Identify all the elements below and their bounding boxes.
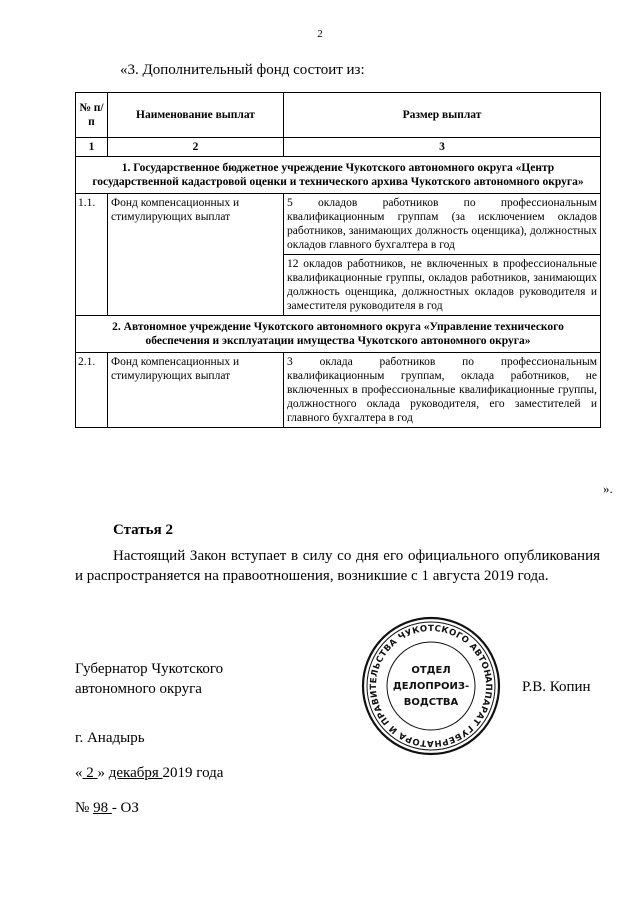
payment-name: Фонд компенсационных и стимулирующих выплат bbox=[108, 194, 284, 316]
governor-title-line: Губернатор Чукотского bbox=[75, 661, 224, 677]
table-row bbox=[76, 194, 601, 255]
office-stamp bbox=[360, 615, 502, 757]
section-title: 1. Государственное бюджетное учреждение Чукотского автономного округа «Центр государственной кадастровой оценки и технического архива Чукотского автономного округа» bbox=[76, 157, 601, 194]
law-number-value: 98 bbox=[93, 800, 112, 816]
article-text: Настоящий Закон вступает в силу со дня его официального опубликования и распространяется на правоотношения, возникшие с 1 августа 2019 года. bbox=[75, 548, 600, 584]
governor-title-line: автономного округа bbox=[75, 681, 202, 697]
header-number: № п/п bbox=[76, 93, 108, 138]
signing-date bbox=[75, 765, 223, 782]
date-month: декабря bbox=[108, 765, 163, 781]
header-payment-size: Размер выплат bbox=[284, 93, 601, 138]
header-payment-name: Наименование выплат bbox=[108, 93, 284, 138]
fund-table bbox=[75, 92, 601, 428]
column-number: 3 bbox=[284, 138, 601, 157]
payment-size: 3 оклада работников по профессиональным квалификационным группам, оклада работников, не включенных в профессиональные квалификационные группы, должностного оклада руководителя, его заместителей и главного бухгалтера в год bbox=[284, 353, 601, 428]
law-number-prefix: № bbox=[75, 800, 94, 816]
article-heading: Статья 2 bbox=[113, 522, 173, 538]
payment-size: 5 окладов работников по профессиональным квалификационным группам (за исключением окладов работников, занимающих должность оценщика), должностных окладов главного бухгалтера в год bbox=[284, 194, 601, 255]
intro-text: «3. Дополнительный фонд состоит из: bbox=[120, 62, 365, 78]
row-number: 1.1. bbox=[76, 194, 108, 316]
column-number-row bbox=[76, 138, 601, 157]
date-year: 2019 года bbox=[162, 765, 224, 781]
law-number-suffix: - ОЗ bbox=[111, 800, 139, 816]
row-number: 2.1. bbox=[76, 353, 108, 428]
column-number: 1 bbox=[76, 138, 108, 157]
section-title: 2. Автономное учреждение Чукотского автономного округа «Управление технического обеспечения и эксплуатации имущества Чукотского автономного округа» bbox=[76, 316, 601, 353]
stamp-line: ВОДСТВА bbox=[403, 697, 459, 708]
page-number: 2 bbox=[317, 28, 323, 40]
column-number: 2 bbox=[108, 138, 284, 157]
signer-name: Р.В. Копин bbox=[522, 679, 591, 695]
date-open-quote: « bbox=[75, 765, 83, 781]
closing-quote: ». bbox=[603, 481, 613, 496]
date-day: 2 bbox=[82, 765, 98, 781]
date-close-quote: » bbox=[97, 765, 105, 781]
governor-title bbox=[75, 659, 223, 699]
section-row bbox=[76, 157, 601, 194]
payment-size: 12 окладов работников, не включенных в профессиональные квалификационные группы, окладов работников, занимающих должность оценщика, должностных окладов руководителя и заместителя руководителя в год bbox=[284, 255, 601, 316]
table-header-row bbox=[76, 93, 601, 138]
table-row bbox=[76, 353, 601, 428]
city: г. Анадырь bbox=[75, 730, 145, 746]
law-number bbox=[75, 800, 139, 817]
payment-name: Фонд компенсационных и стимулирующих выплат bbox=[108, 353, 284, 428]
section-row bbox=[76, 316, 601, 353]
stamp-ring-text: АППАРАТ ГУБЕРНАТОРА И ПРАВИТЕЛЬСТВА ЧУКОТСКОГО АВТОНОМНОГО bbox=[368, 623, 494, 749]
stamp-line: ДЕЛОПРОИЗ- bbox=[392, 681, 470, 692]
stamp-line: ОТДЕЛ bbox=[411, 665, 451, 676]
